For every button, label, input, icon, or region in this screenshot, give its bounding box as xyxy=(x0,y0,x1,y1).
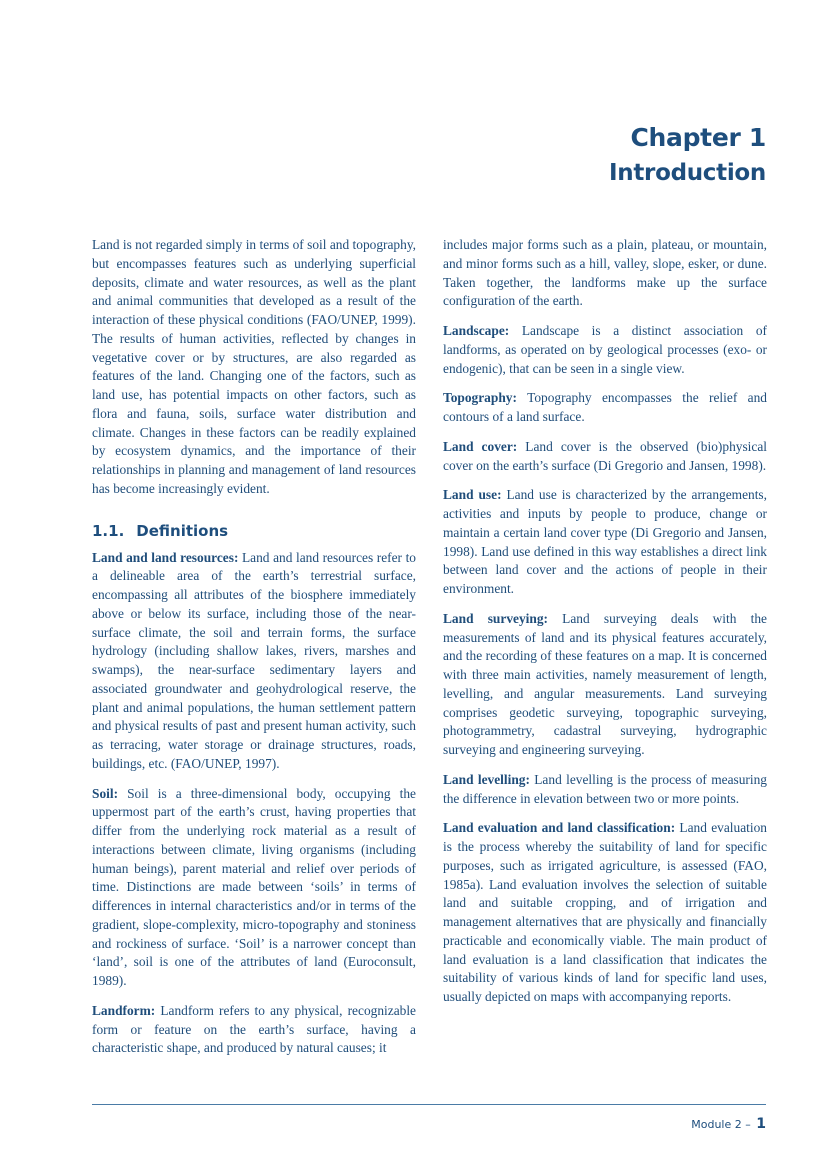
module-label: Module 2 – xyxy=(691,1118,751,1131)
section-heading xyxy=(92,521,416,541)
chapter-number: Chapter 1 xyxy=(630,123,766,152)
page-number: 1 xyxy=(756,1116,766,1132)
definition-land-use xyxy=(443,486,767,599)
definition-text: Land levelling is the process of measuring the difference in elevation between two or more points. xyxy=(443,771,767,806)
page-footer xyxy=(691,1116,766,1132)
definition-term: Land evaluation and land classification: xyxy=(443,820,676,836)
definition-text: Landform refers to any physical, recognizable form or feature on the earth’s surface, having a characteristic shape, and produced by natural causes; it xyxy=(92,1002,416,1056)
definition-text: Land and land resources refer to a delineable area of the earth’s terrestrial surface, encompassing all attributes of the biosphere immediately above or below its surface, including those of the near-surface climate, the soil and terrain forms, the surface hydrology (including shallow lakes, rivers, marshes and swamps), the near-surface sedimentary layers and associated groundwater and geohydrological reserve, the plant and animal populations, the human settlement pattern and physical results of past and present human activity, such as terracing, water storage or drainage structures, roads, buildings, etc. (FAO/UNEP, 1997). xyxy=(92,549,416,771)
landform-continuation: includes major forms such as a plain, plateau, or mountain, and minor forms such as a hill, valley, slope, esker, or dune. Taken together, the landforms make up the surface configuration of the earth. xyxy=(443,237,767,309)
definition-land-levelling xyxy=(443,771,767,809)
definition-text: Land evaluation is the process whereby the suitability of land for specific purposes, such as irrigated agriculture, is assessed (FAO, 1985a). Land evaluation involves the selection of suitable land and suitable cropping, and of irrigation and management alternatives that are physically and financially practicable and economically viable. The main product of land evaluation is a land classification that indicates the suitability of various kinds of land for specific land uses, usually depicted on maps with accompanying reports. xyxy=(443,820,767,1004)
chapter-title: Introduction xyxy=(609,160,766,186)
definition-text: Land surveying deals with the measurements of land and its physical features accurately, and the recording of these features on a map. It is concerned with three main activities, namely measurement of length, levelling, and angular measurements. Land surveying comprises geodetic surveying, topographic surveying, photogrammetry, cadastral surveying, hydrographic surveying and engineering surveying. xyxy=(443,610,767,757)
definition-soil xyxy=(92,785,416,991)
definition-landscape xyxy=(443,322,767,378)
chapter-heading xyxy=(609,121,766,191)
left-column xyxy=(92,236,416,1069)
definition-term: Land levelling: xyxy=(443,771,530,787)
definition-topography xyxy=(443,389,767,427)
definition-land-surveying xyxy=(443,610,767,760)
definition-land-cover xyxy=(443,438,767,476)
definition-text: Land cover is the observed (bio)physical cover on the earth’s surface (Di Gregorio and Jansen, 1998). xyxy=(443,438,767,473)
definition-text: Land use is characterized by the arrangements, activities and inputs by people to produce, change or maintain a certain land cover type (Di Gregorio and Jansen, 1998). Land use defined in this way establishes a direct link between land cover and the actions of people in their environment. xyxy=(443,487,767,596)
definition-term: Topography: xyxy=(443,390,517,406)
definition-text: Soil is a three-dimensional body, occupying the uppermost part of the earth’s crust, having properties that differ from the underlying rock material as a result of interactions between climate, living organisms (including human beings), parent material and relief over periods of time. Distinctions are made between ‘soils’ in terms of differences in internal characteristics and/or in terms of the gradient, slope-complexity, micro-topography and stoniness and rockiness of surface. ‘Soil’ is a narrower concept than ‘land’, soil is one of the attributes of land (Euroconsult, 1989). xyxy=(92,785,416,988)
footer-divider xyxy=(92,1104,766,1105)
definition-landform xyxy=(92,1002,416,1058)
section-title: Definitions xyxy=(136,521,229,540)
definition-text: Landscape is a distinct association of landforms, as operated on by geological processes (exo- or endogenic), that can be seen in a single view. xyxy=(443,323,767,376)
definition-text: Topography encompasses the relief and contours of a land surface. xyxy=(443,390,767,424)
intro-paragraph: Land is not regarded simply in terms of soil and topography, but encompasses features such as underlying superficial deposits, climate and water resources, as well as the plant and animal communities that developed as a result of the interaction of these physical conditions (FAO/UNEP, 1999). The results of human activities, reflected by changes in vegetative cover or by structures, are also regarded as features of the land. Changing one of the factors, such as land use, has potential impacts on other factors, such as flora and fauna, soils, surface water distribution and climate. Changes in these factors can be readily explained by ecosystem dynamics, and the importance of their relationships in planning and management of land resources has become increasingly evident. xyxy=(92,237,416,496)
definition-term: Soil: xyxy=(92,785,119,801)
definition-term: Land surveying: xyxy=(443,610,548,626)
definition-land-evaluation xyxy=(443,819,767,1007)
definition-land-resources xyxy=(92,549,416,774)
section-number: 1.1. xyxy=(92,521,125,540)
definition-term: Land cover: xyxy=(443,438,518,454)
definition-term: Land use: xyxy=(443,487,502,503)
definition-term: Land and land resources: xyxy=(92,549,239,565)
definition-term: Landscape: xyxy=(443,323,510,338)
definition-term: Landform: xyxy=(92,1002,156,1018)
right-column xyxy=(443,236,767,1018)
